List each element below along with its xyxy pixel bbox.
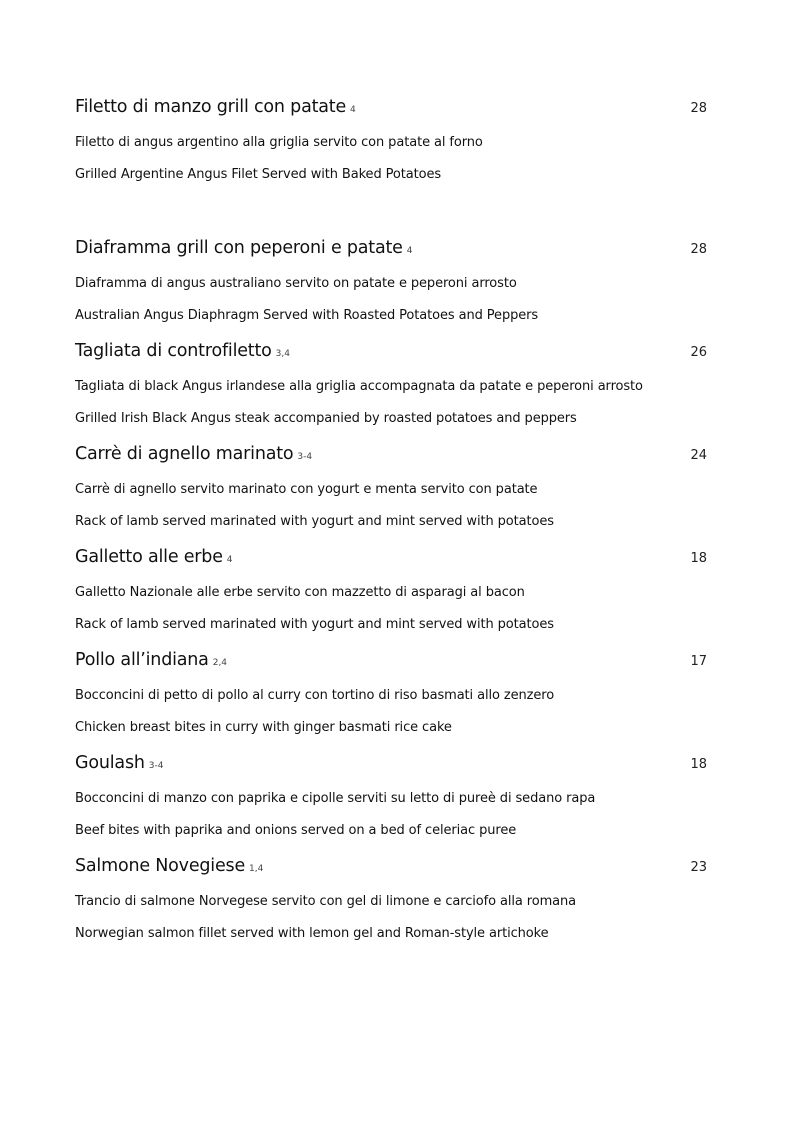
dish-price: 28: [690, 242, 707, 257]
dish-price: 18: [690, 551, 707, 566]
description-english: Rack of lamb served marinated with yogurt and mint served with potatoes: [75, 514, 554, 529]
menu-item-header: [75, 545, 707, 569]
menu-item-header: [75, 236, 707, 260]
dish-name: [75, 95, 356, 122]
dish-title: Goulash: [75, 753, 145, 773]
description-italian: Carrè di agnello servito marinato con yogurt e menta servito con patate: [75, 482, 538, 497]
menu-item: [75, 236, 707, 332]
menu-item-header: [75, 95, 707, 119]
description-italian: Bocconcini di petto di pollo al curry con tortino di riso basmati allo zenzero: [75, 688, 555, 703]
menu-item: [75, 648, 707, 744]
dish-price: 28: [690, 101, 707, 116]
dish-title: Pollo all’indiana: [75, 650, 209, 670]
dish-title: Tagliata di controfiletto: [75, 341, 272, 361]
description-italian: Bocconcini di manzo con paprika e cipolle serviti su letto di pureè di sedano rapa: [75, 791, 596, 806]
menu-item-header: [75, 648, 707, 672]
menu-item: [75, 545, 707, 641]
description-english: Grilled Irish Black Angus steak accompanied by roasted potatoes and peppers: [75, 411, 577, 426]
description-italian: Galletto Nazionale alle erbe servito con mazzetto di asparagi al bacon: [75, 585, 525, 600]
menu-item-header: [75, 339, 707, 363]
description-english: Grilled Argentine Angus Filet Served with Baked Potatoes: [75, 167, 442, 182]
dish-name: [75, 442, 312, 469]
dish-title: Carrè di agnello marinato: [75, 444, 294, 464]
menu-list: [75, 95, 707, 957]
menu-item-header: [75, 854, 707, 878]
dish-price: 17: [690, 654, 707, 669]
allergen-codes: 3-4: [297, 452, 313, 462]
menu-item-header: [75, 442, 707, 466]
description-english: Australian Angus Diaphragm Served with Roasted Potatoes and Peppers: [75, 308, 539, 323]
dish-title: Filetto di manzo grill con patate: [75, 97, 347, 117]
dish-name: [75, 339, 290, 366]
menu-item: [75, 339, 707, 435]
dish-name: [75, 545, 233, 572]
allergen-codes: 3-4: [148, 761, 164, 771]
dish-price: 26: [690, 345, 707, 360]
dish-price: 23: [690, 860, 707, 875]
menu-item: [75, 95, 707, 191]
allergen-codes: 3,4: [275, 349, 290, 359]
description-english: Norwegian salmon fillet served with lemon gel and Roman-style artichoke: [75, 926, 549, 941]
allergen-codes: 2,4: [212, 658, 228, 668]
menu-item: [75, 854, 707, 950]
allergen-codes: 4: [226, 555, 233, 565]
dish-name: [75, 236, 412, 263]
dish-title: Diaframma grill con peperoni e patate: [75, 238, 403, 258]
menu-item-header: [75, 751, 707, 775]
allergen-codes: 4: [406, 246, 413, 256]
dish-name: [75, 751, 163, 778]
dish-name: [75, 648, 227, 675]
menu-item: [75, 442, 707, 538]
description-italian: Trancio di salmone Norvegese servito con gel di limone e carciofo alla romana: [75, 894, 577, 909]
description-english: Beef bites with paprika and onions served on a bed of celeriac puree: [75, 823, 517, 838]
dish-price: 18: [690, 757, 707, 772]
dish-title: Galletto alle erbe: [75, 547, 223, 567]
description-english: Rack of lamb served marinated with yogurt and mint served with potatoes: [75, 617, 554, 632]
allergen-codes: 4: [350, 105, 356, 115]
description-italian: Filetto di angus argentino alla griglia servito con patate al forno: [75, 135, 483, 150]
dish-title: Salmone Novegiese: [75, 856, 246, 876]
dish-name: [75, 854, 263, 881]
description-english: Chicken breast bites in curry with ginger basmati rice cake: [75, 720, 452, 735]
allergen-codes: 1,4: [249, 864, 264, 874]
menu-item: [75, 751, 707, 847]
description-italian: Tagliata di black Angus irlandese alla griglia accompagnata da patate e peperoni arrosto: [75, 379, 643, 394]
dish-price: 24: [690, 448, 707, 463]
description-italian: Diaframma di angus australiano servito on patate e peperoni arrosto: [75, 276, 517, 291]
